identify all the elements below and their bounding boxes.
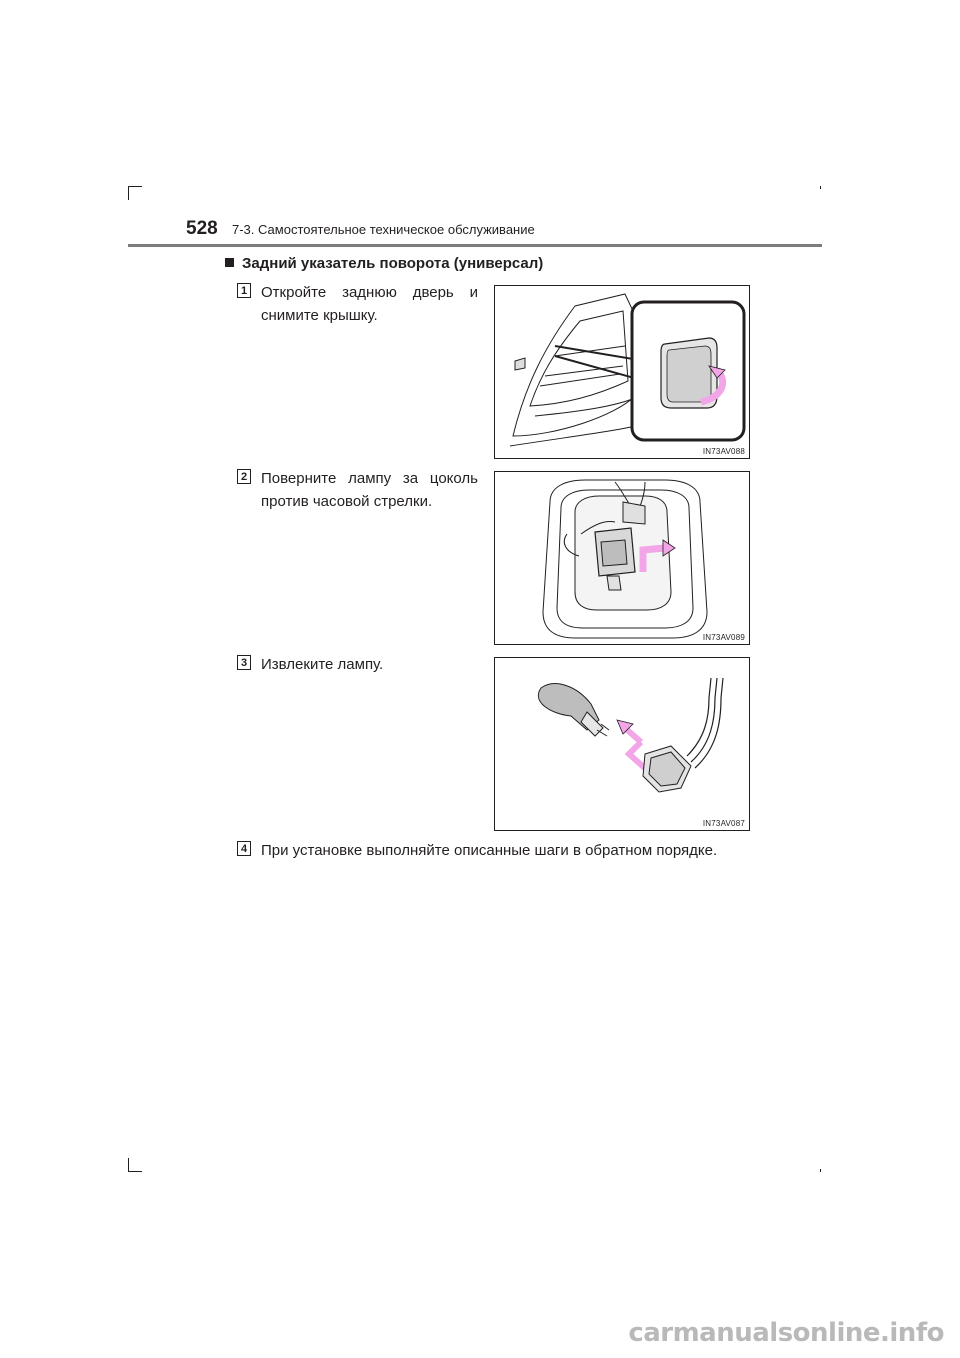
crop-mark-top-right: [820, 186, 821, 189]
figure-code: IN73AV087: [702, 819, 745, 828]
figure-open-rear-door: [494, 285, 750, 459]
chapter-title: 7-3. Самостоятельное техническое обслуживание: [232, 222, 535, 237]
step-number-3: 3: [237, 655, 251, 670]
lamp-socket-illustration: [495, 472, 751, 646]
watermark: carmanualsonline.info: [628, 1318, 944, 1348]
car-rear-door-illustration: [495, 286, 751, 460]
step-number-4: 4: [237, 841, 251, 856]
step-number-2: 2: [237, 469, 251, 484]
square-bullet-icon: [225, 258, 234, 267]
page-number: 528: [186, 218, 218, 239]
bulb-removal-illustration: [495, 658, 751, 832]
crop-mark-bottom-left-v: [128, 1158, 129, 1172]
section-heading: [225, 255, 543, 272]
step-text-2: Поверните лампу за цоколь против часовой стрелки.: [261, 470, 478, 510]
step-number-1: 1: [237, 283, 251, 298]
figure-code: IN73AV088: [702, 447, 745, 456]
step-text-1: Откройте заднюю дверь и снимите крышку.: [261, 284, 478, 324]
crop-mark-bottom-left-h: [128, 1171, 142, 1172]
header-rule: [128, 244, 822, 247]
figure-rotate-bulb: [494, 471, 750, 645]
step-text-4: При установке выполняйте описанные шаги в обратном порядке.: [261, 842, 718, 859]
figure-code: IN73AV089: [702, 633, 745, 642]
step-text-3: Извлеките лампу.: [261, 656, 384, 673]
crop-mark-bottom-right: [820, 1169, 821, 1172]
crop-mark-top-left-v: [128, 186, 129, 200]
figure-remove-bulb: [494, 657, 750, 831]
section-title: Задний указатель поворота (универсал): [242, 255, 544, 272]
crop-mark-top-left-h: [128, 186, 142, 187]
